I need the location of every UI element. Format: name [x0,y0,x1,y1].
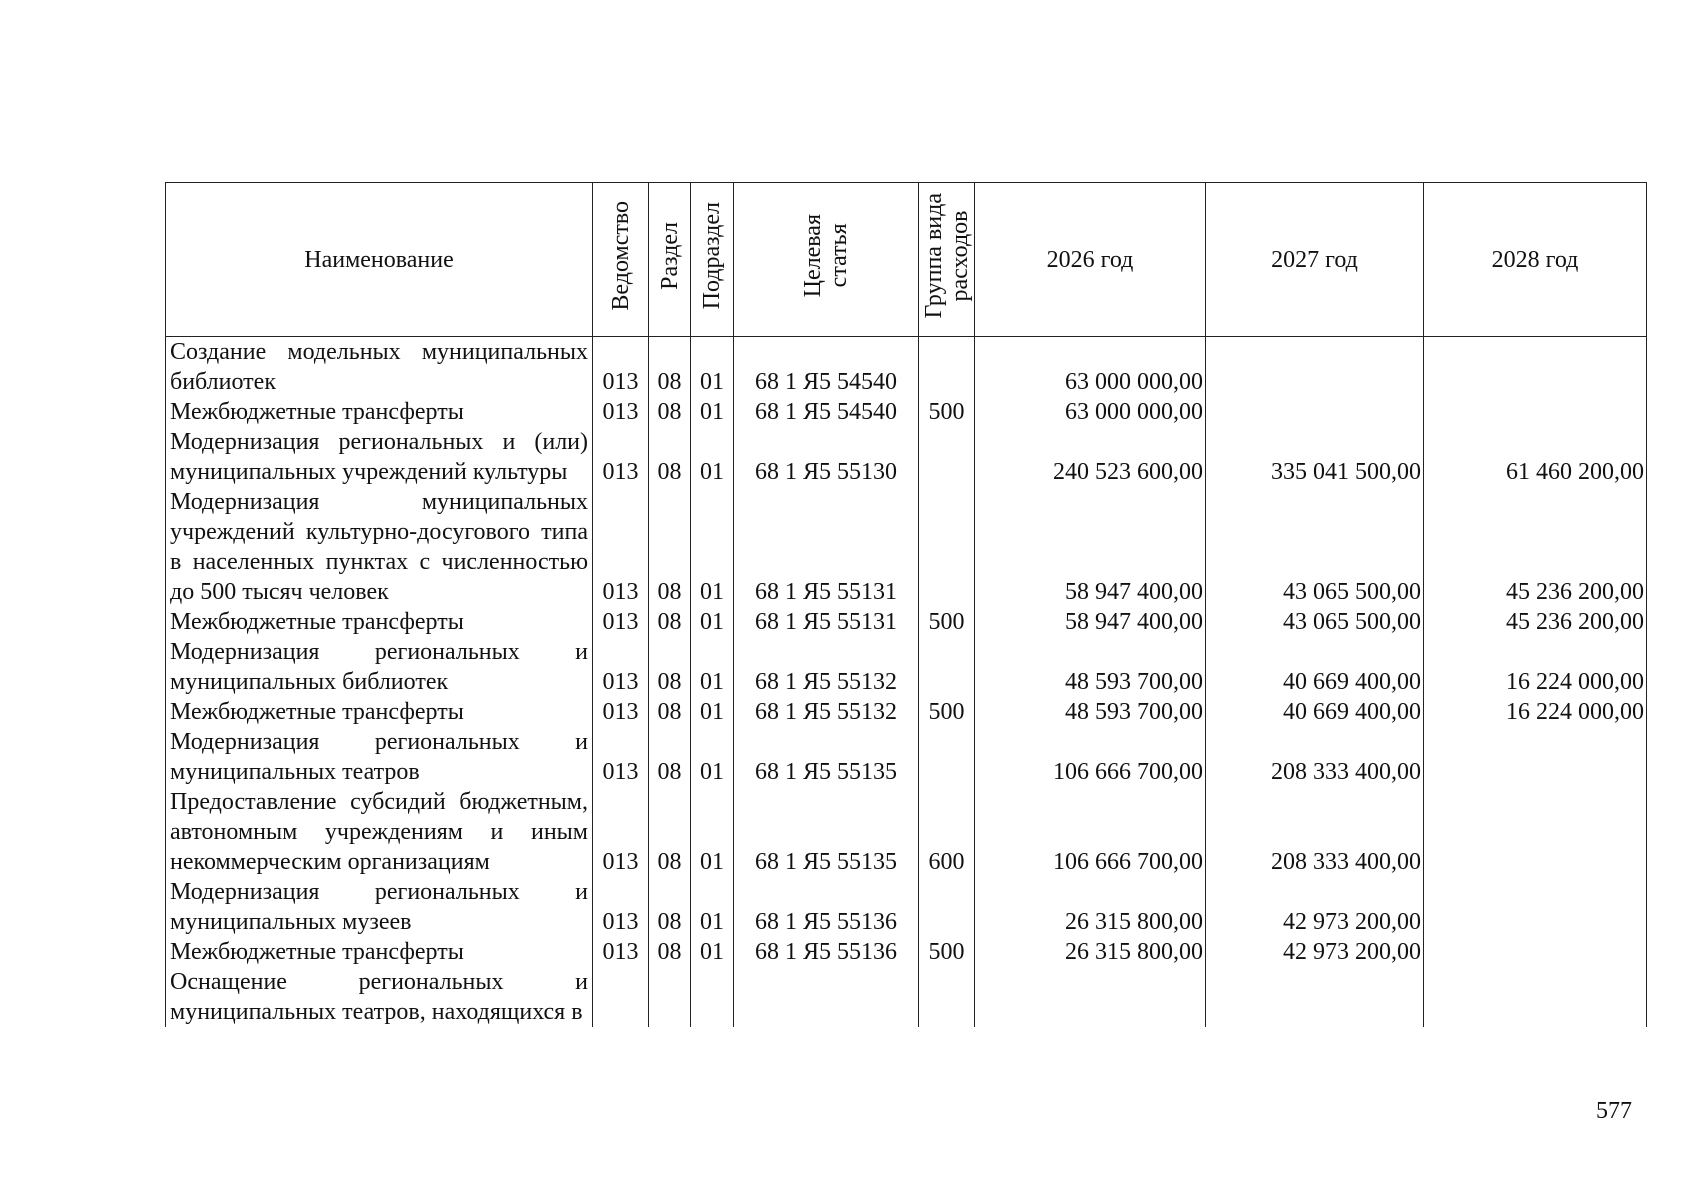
row-amount-2028 [1424,787,1647,877]
row-target-article: 68 1 Я5 55132 [734,637,919,697]
header-section: Раздел [649,183,691,337]
row-amount-2028: 45 236 200,00 [1424,607,1647,637]
row-department: 013 [593,937,649,967]
budget-table [165,182,1647,1027]
header-subsection: Подраздел [691,183,734,337]
row-amount-2026: 58 947 400,00 [975,487,1206,607]
header-year-2026: 2026 год [975,183,1206,337]
row-department: 013 [593,787,649,877]
row-name: Модернизация региональных и муниципальных театров [166,727,593,787]
row-amount-2026 [975,967,1206,1027]
row-section: 08 [649,607,691,637]
table-row [166,697,1647,727]
header-target-article: Целевая статья [734,183,919,337]
row-target-article: 68 1 Я5 55135 [734,787,919,877]
row-amount-2027 [1206,337,1424,398]
row-department: 013 [593,427,649,487]
table-body [166,337,1647,1028]
row-department: 013 [593,487,649,607]
row-department: 013 [593,637,649,697]
table-row [166,937,1647,967]
row-section: 08 [649,937,691,967]
row-amount-2026: 26 315 800,00 [975,937,1206,967]
row-department: 013 [593,727,649,787]
table-row [166,727,1647,787]
row-department: 013 [593,697,649,727]
row-subsection: 01 [691,637,734,697]
row-section: 08 [649,397,691,427]
header-name: Наименование [166,183,593,337]
row-target-article: 68 1 Я5 55132 [734,697,919,727]
row-name: Модернизация региональных и муниципальных музеев [166,877,593,937]
row-section: 08 [649,427,691,487]
row-subsection [691,967,734,1027]
row-target-article: 68 1 Я5 55135 [734,727,919,787]
row-subsection: 01 [691,877,734,937]
row-amount-2028 [1424,937,1647,967]
row-section: 08 [649,337,691,398]
table-header [166,183,1647,337]
table-row [166,967,1647,1027]
row-target-article: 68 1 Я5 54540 [734,337,919,398]
row-name: Оснащение региональных и муниципальных театров, находящихся в [166,967,593,1027]
row-amount-2028 [1424,397,1647,427]
table-row [166,787,1647,877]
row-amount-2027: 208 333 400,00 [1206,787,1424,877]
row-expense-group [919,877,975,937]
row-amount-2026: 48 593 700,00 [975,637,1206,697]
row-amount-2028: 61 460 200,00 [1424,427,1647,487]
row-subsection: 01 [691,427,734,487]
row-name: Межбюджетные трансферты [166,607,593,637]
row-name: Межбюджетные трансферты [166,937,593,967]
row-section: 08 [649,487,691,607]
row-amount-2028 [1424,967,1647,1027]
row-expense-group: 500 [919,607,975,637]
row-subsection: 01 [691,697,734,727]
row-department: 013 [593,877,649,937]
row-expense-group: 500 [919,397,975,427]
row-amount-2028: 45 236 200,00 [1424,487,1647,607]
row-name: Межбюджетные трансферты [166,697,593,727]
table-row [166,487,1647,607]
row-amount-2028: 16 224 000,00 [1424,697,1647,727]
row-expense-group [919,727,975,787]
header-year-2028: 2028 год [1424,183,1647,337]
row-name: Предоставление субсидий бюджетным, автономным учреждениям и иным некоммерческим организациям [166,787,593,877]
row-amount-2026: 58 947 400,00 [975,607,1206,637]
row-section: 08 [649,697,691,727]
row-expense-group [919,337,975,398]
row-subsection: 01 [691,727,734,787]
row-target-article: 68 1 Я5 54540 [734,397,919,427]
row-amount-2027: 42 973 200,00 [1206,877,1424,937]
row-amount-2026: 240 523 600,00 [975,427,1206,487]
row-section: 08 [649,727,691,787]
row-department [593,967,649,1027]
row-target-article: 68 1 Я5 55136 [734,937,919,967]
row-section: 08 [649,787,691,877]
row-department: 013 [593,337,649,398]
row-expense-group: 500 [919,697,975,727]
row-amount-2027: 40 669 400,00 [1206,697,1424,727]
row-expense-group [919,637,975,697]
row-department: 013 [593,607,649,637]
row-section [649,967,691,1027]
header-department: Ведомство [593,183,649,337]
row-target-article: 68 1 Я5 55131 [734,487,919,607]
row-subsection: 01 [691,337,734,398]
row-name: Модернизация региональных и (или) муниципальных учреждений культуры [166,427,593,487]
row-target-article: 68 1 Я5 55136 [734,877,919,937]
row-amount-2027: 335 041 500,00 [1206,427,1424,487]
row-name: Создание модельных муниципальных библиотек [166,337,593,398]
row-name: Модернизация муниципальных учреждений культурно-досугового типа в населенных пунктах с численностью до 500 тысяч человек [166,487,593,607]
row-subsection: 01 [691,937,734,967]
row-department: 013 [593,397,649,427]
row-amount-2026: 48 593 700,00 [975,697,1206,727]
row-amount-2027: 43 065 500,00 [1206,607,1424,637]
row-expense-group [919,487,975,607]
row-subsection: 01 [691,397,734,427]
row-amount-2028 [1424,877,1647,937]
row-amount-2026: 63 000 000,00 [975,337,1206,398]
row-amount-2027: 208 333 400,00 [1206,727,1424,787]
row-amount-2026: 106 666 700,00 [975,727,1206,787]
table-row [166,877,1647,937]
row-amount-2026: 106 666 700,00 [975,787,1206,877]
row-expense-group: 600 [919,787,975,877]
row-expense-group [919,967,975,1027]
table-row [166,427,1647,487]
row-amount-2027: 43 065 500,00 [1206,487,1424,607]
table-row [166,397,1647,427]
table-row [166,607,1647,637]
header-year-2027: 2027 год [1206,183,1424,337]
row-subsection: 01 [691,487,734,607]
row-amount-2027 [1206,967,1424,1027]
row-target-article: 68 1 Я5 55131 [734,607,919,637]
table-row [166,337,1647,398]
row-amount-2028 [1424,727,1647,787]
page-number: 577 [1596,1098,1632,1124]
row-name: Межбюджетные трансферты [166,397,593,427]
row-subsection: 01 [691,787,734,877]
header-expense-group: Группа вида расходов [919,183,975,337]
row-expense-group [919,427,975,487]
row-section: 08 [649,637,691,697]
row-target-article: 68 1 Я5 55130 [734,427,919,487]
row-amount-2027: 40 669 400,00 [1206,637,1424,697]
row-amount-2027: 42 973 200,00 [1206,937,1424,967]
row-amount-2028: 16 224 000,00 [1424,637,1647,697]
row-section: 08 [649,877,691,937]
table-row [166,637,1647,697]
row-amount-2027 [1206,397,1424,427]
row-expense-group: 500 [919,937,975,967]
row-target-article [734,967,919,1027]
row-amount-2028 [1424,337,1647,398]
row-subsection: 01 [691,607,734,637]
row-amount-2026: 63 000 000,00 [975,397,1206,427]
row-amount-2026: 26 315 800,00 [975,877,1206,937]
row-name: Модернизация региональных и муниципальных библиотек [166,637,593,697]
